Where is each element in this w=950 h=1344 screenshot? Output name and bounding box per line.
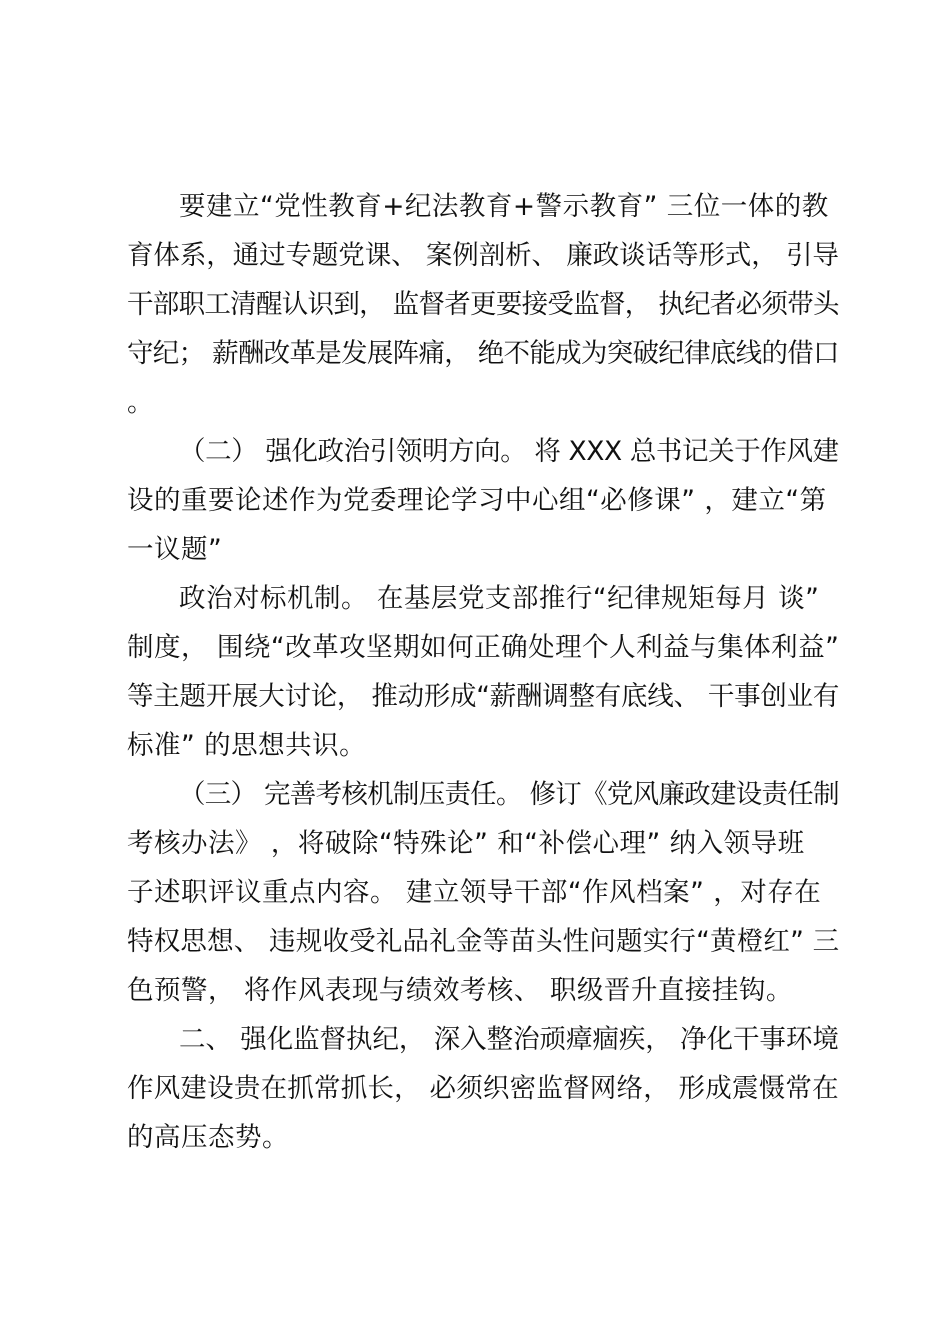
text-line: （三） 完善考核机制压责任。 修订《党风廉政建设责任制 bbox=[179, 779, 839, 810]
text-line: 育体系，通过专题党课、 案例剖析、 廉政谈话等形式， 引导 bbox=[127, 240, 839, 271]
section-heading: 二、 强化监督执纪， 深入整治顽瘴痼疾， 净化干事环境 bbox=[179, 1024, 839, 1055]
paragraph-political-guidance bbox=[127, 427, 839, 574]
text-line: 考核办法》 ，将破除“特殊论” 和“补偿心理” 纳入领导班 bbox=[127, 828, 805, 859]
document-body bbox=[127, 182, 839, 1162]
text-line: 标准” 的思想共识。 bbox=[127, 730, 367, 761]
text-line: 要建立“党性教育+纪法教育+警示教育” 三位一体的教 bbox=[179, 191, 829, 222]
paragraph-assessment-mechanism bbox=[127, 770, 839, 1015]
text-line: 制度， 围绕“改革攻坚期如何正确处理个人利益与集体利益” bbox=[127, 632, 840, 663]
text-line: 守纪； 薪酬改革是发展阵痛， 绝不能成为突破纪律底线的借口 bbox=[127, 338, 839, 369]
text-line: 一议题” bbox=[127, 534, 223, 565]
paragraph-supervision-discipline bbox=[127, 1015, 839, 1162]
text-line: 色预警， 将作风表现与绩效考核、 职级晋升直接挂钩。 bbox=[127, 975, 793, 1006]
text-line: 特权思想、 违规收受礼品礼金等苗头性问题实行“黄橙红” 三 bbox=[127, 926, 840, 957]
text-line: 干部职工清醒认识到， 监督者更要接受监督， 执纪者必须带头 bbox=[127, 289, 839, 320]
text-line: 设的重要论述作为党委理论学习中心组“必修课” ，建立“第 bbox=[127, 485, 827, 516]
text-line: 政治对标机制。 在基层党支部推行“纪律规矩每月 谈” bbox=[179, 583, 820, 614]
text-line: （二） 强化政治引领明方向。 将 XXX 总书记关于作风建 bbox=[179, 436, 839, 467]
paragraph-political-benchmark bbox=[127, 574, 839, 770]
text-line: 的高压态势。 bbox=[127, 1122, 289, 1153]
paragraph-education-system bbox=[127, 182, 839, 427]
text-line: 作风建设贵在抓常抓长， 必须织密监督网络， 形成震慑常在 bbox=[127, 1073, 839, 1104]
text-line: 等主题开展大讨论， 推动形成“薪酬调整有底线、 干事创业有 bbox=[127, 681, 840, 712]
text-line: 子述职评议重点内容。 建立领导干部“作风档案” ，对存在 bbox=[127, 877, 822, 908]
text-line: 。 bbox=[127, 387, 154, 418]
